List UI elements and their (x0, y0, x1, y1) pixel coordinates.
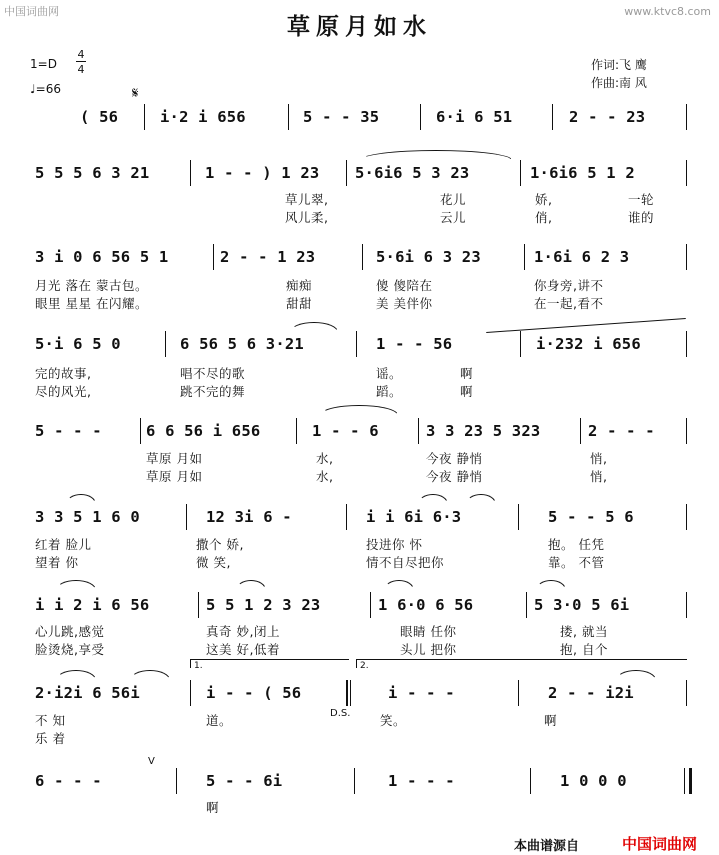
barline (686, 680, 687, 706)
lyric-verse1: 搂, 就当 (560, 624, 608, 639)
notation-measure: 1 - - 56 (376, 335, 453, 353)
notation-measure: 5 - - 5 6 (548, 508, 634, 526)
notation-measure: 2 - - 1 23 (220, 248, 316, 266)
lyric-verse1: 水, (316, 451, 334, 466)
song-title: 草原月如水 (287, 13, 432, 40)
lyric-verse1: 痴痴 (286, 278, 313, 293)
lyric-verse1: 完的故事, (35, 366, 92, 381)
lyric-verse2: 俏, (535, 210, 553, 225)
lyric-verse2: 风儿柔, (285, 210, 329, 225)
slur (466, 494, 496, 504)
notation-measure: 5 5 1 2 3 23 (206, 596, 321, 614)
notation-measure: 2·i2i 6 56i (35, 684, 140, 702)
barline (346, 160, 347, 186)
notation-measure: 1 0 0 0 (560, 772, 627, 790)
barline (686, 418, 687, 444)
notation-measure: 1 - - 6 (312, 422, 379, 440)
notation-measure: 1·6i6 5 1 2 (530, 164, 635, 182)
lyric-verse2: 情不自尽把你 (366, 555, 445, 570)
barline (518, 504, 519, 530)
lyric-verse2: 草原 月如 (146, 469, 203, 484)
lyric-verse2: 尽的风光, (35, 384, 92, 399)
barline (165, 331, 166, 357)
barline (526, 592, 527, 618)
slur (320, 405, 398, 415)
lyric-verse1: 啊 (544, 713, 558, 728)
barline (530, 768, 531, 794)
barline (552, 104, 553, 130)
slur (384, 580, 414, 590)
slur (66, 494, 96, 504)
notation-measure: i·232 i 656 (536, 335, 641, 353)
lyric-verse1: 抱。 任凭 (548, 537, 605, 552)
notation-measure: 5·6i6 5 3 23 (355, 164, 470, 182)
lyric-verse2: 云儿 (440, 210, 467, 225)
notation-measure: i - - - (388, 684, 455, 702)
notation-measure: 3 3 23 5 323 (426, 422, 541, 440)
lyric-verse1: 红着 脸儿 (35, 537, 92, 552)
notation-measure: i i 6i 6·3 (366, 508, 462, 526)
lyric-verse1: 真奇 妙,闭上 (206, 624, 280, 639)
notation-measure: 12 3i 6 - (206, 508, 292, 526)
lyric-verse1: 月光 落在 蒙古包。 (35, 278, 148, 293)
lyric-verse2: 望着 你 (35, 555, 79, 570)
notation-measure: 3 3 5 1 6 0 (35, 508, 140, 526)
notation-measure: 1·6i 6 2 3 (534, 248, 630, 266)
notation-measure: 5 - - - (35, 422, 102, 440)
lyric-verse1: 撒个 娇, (196, 537, 244, 552)
watermark-right: www.ktvc8.com (624, 5, 711, 18)
volta-number-2: 2. (360, 661, 369, 671)
barline (686, 331, 687, 357)
barline (176, 768, 177, 794)
lyric-verse2: 悄, (590, 469, 608, 484)
barline (144, 104, 145, 130)
notation-measure: 6·i 6 51 (436, 108, 513, 126)
notation-measure: ( 56 (80, 108, 119, 126)
lyric-verse1: 娇, (535, 192, 553, 207)
barline (686, 160, 687, 186)
barline (518, 680, 519, 706)
lyric-verse2: 蹈。 (376, 384, 403, 399)
notation-measure: 6 - - - (35, 772, 102, 790)
composer-credit: 作曲:南 风 (591, 76, 647, 90)
segno-sign: 𝄋 (132, 84, 139, 102)
breath-mark: V (148, 756, 155, 767)
lyric-verse1: 啊 (206, 800, 220, 815)
lyric-verse1: 今夜 静悄 (426, 451, 483, 466)
tempo-marking: ♩=66 (30, 82, 61, 96)
lyric-verse2: 今夜 静悄 (426, 469, 483, 484)
notation-measure: 2 - - i2i (548, 684, 634, 702)
notation-measure: 6 56 5 6 3·21 (180, 335, 304, 353)
notation-measure: i i 2 i 6 56 (35, 596, 150, 614)
barline (686, 244, 687, 270)
time-signature-line (76, 61, 86, 62)
lyric-verse1: 不 知 (35, 713, 66, 728)
barline (354, 768, 355, 794)
notation-measure: i - - ( 56 (206, 684, 302, 702)
lyric-verse1: 谣。 (376, 366, 403, 381)
slur (56, 580, 96, 590)
barline (198, 592, 199, 618)
watermark-left: 中国词曲网 (4, 5, 59, 18)
notation-measure: 2 - - 23 (569, 108, 646, 126)
notation-measure: 5 5 5 6 3 21 (35, 164, 150, 182)
source-site: 中国词曲网 (622, 835, 698, 853)
lyric-verse2: 头儿 把你 (400, 642, 457, 657)
volta-bracket-1 (190, 659, 349, 668)
slur (236, 580, 266, 590)
notation-measure: 1 - - ) 1 23 (205, 164, 320, 182)
barline (346, 504, 347, 530)
lyric-verse2: 啊 (460, 384, 474, 399)
barline (686, 504, 687, 530)
slur (536, 580, 566, 590)
lyric-verse1: 草原 月如 (146, 451, 203, 466)
barline (524, 244, 525, 270)
lyric-verse1: 笑。 (380, 713, 407, 728)
lyric-verse1: 投进你 怀 (366, 537, 423, 552)
barline (356, 331, 357, 357)
lyric-verse1: 道。 (206, 713, 233, 728)
lyric-verse1: 一轮 (628, 192, 655, 207)
lyric-verse2: 眼里 星星 在闪耀。 (35, 296, 148, 311)
barline (580, 418, 581, 444)
repeat-barline (346, 680, 348, 706)
barline (213, 244, 214, 270)
lyric-verse2: 跳不完的舞 (180, 384, 246, 399)
lyric-verse2: 在一起,看不 (534, 296, 604, 311)
barline (520, 331, 521, 357)
barline (686, 104, 687, 130)
notation-measure: 5 - - 35 (303, 108, 380, 126)
lyric-verse2: 甜甜 (286, 296, 313, 311)
notation-measure: i·2 i 656 (160, 108, 246, 126)
source-label: 本曲谱源自 (514, 839, 580, 854)
slur (290, 322, 338, 332)
barline (190, 160, 191, 186)
time-signature-bottom: 4 (77, 63, 85, 76)
lyric-verse1: 傻 傻陪在 (376, 278, 433, 293)
key-signature: 1=D (30, 57, 57, 71)
barline (362, 244, 363, 270)
lyric-verse1: 你身旁,讲不 (534, 278, 604, 293)
lyric-verse1: 唱不尽的歌 (180, 366, 246, 381)
slur (616, 670, 656, 680)
lyric-verse2: 水, (316, 469, 334, 484)
lyric-verse2: 靠。 不管 (548, 555, 605, 570)
lyric-verse2: 谁的 (628, 210, 655, 225)
notation-measure: 5 - - 6i (206, 772, 283, 790)
notation-measure: 6 6 56 i 656 (146, 422, 261, 440)
slur (418, 494, 448, 504)
slur (56, 670, 96, 680)
barline (686, 592, 687, 618)
notation-measure: 3 i 0 6 56 5 1 (35, 248, 169, 266)
barline (684, 768, 685, 794)
volta-bracket-2 (356, 659, 687, 668)
lyric-verse2: 抱, 自个 (560, 642, 608, 657)
lyric-verse1: 草儿翠, (285, 192, 329, 207)
volta-number-1: 1. (194, 661, 203, 671)
barline (520, 160, 521, 186)
lyric-verse2: 乐 着 (35, 731, 66, 746)
lyric-verse2: 这美 好,低着 (206, 642, 280, 657)
barline (418, 418, 419, 444)
lyric-verse1: 啊 (460, 366, 474, 381)
notation-measure: 5 3·0 5 6i (534, 596, 630, 614)
barline (288, 104, 289, 130)
barline (140, 418, 141, 444)
notation-measure: 1 - - - (388, 772, 455, 790)
barline (190, 680, 191, 706)
barline (296, 418, 297, 444)
slur (360, 150, 512, 160)
time-signature-top: 4 (77, 48, 85, 61)
tie-line (486, 318, 686, 333)
lyricist-credit: 作词:飞 鹰 (591, 58, 647, 72)
final-barline (689, 768, 692, 794)
lyric-verse1: 悄, (590, 451, 608, 466)
barline (420, 104, 421, 130)
slur (130, 670, 170, 680)
notation-measure: 2 - - - (588, 422, 655, 440)
barline (370, 592, 371, 618)
lyric-verse2: 美 美伴你 (376, 296, 433, 311)
barline (186, 504, 187, 530)
lyric-verse2: 微 笑, (196, 555, 231, 570)
notation-measure: 1 6·0 6 56 (378, 596, 474, 614)
barline (350, 680, 351, 706)
lyric-verse1: 花儿 (440, 192, 467, 207)
lyric-verse1: 眼睛 任你 (400, 624, 457, 639)
lyric-verse1: 心儿跳,感觉 (35, 624, 105, 639)
notation-measure: 5·6i 6 3 23 (376, 248, 481, 266)
notation-measure: 5·i 6 5 0 (35, 335, 121, 353)
lyric-verse2: 脸烫烧,享受 (35, 642, 105, 657)
dal-segno-marking: D.S. (330, 708, 351, 719)
